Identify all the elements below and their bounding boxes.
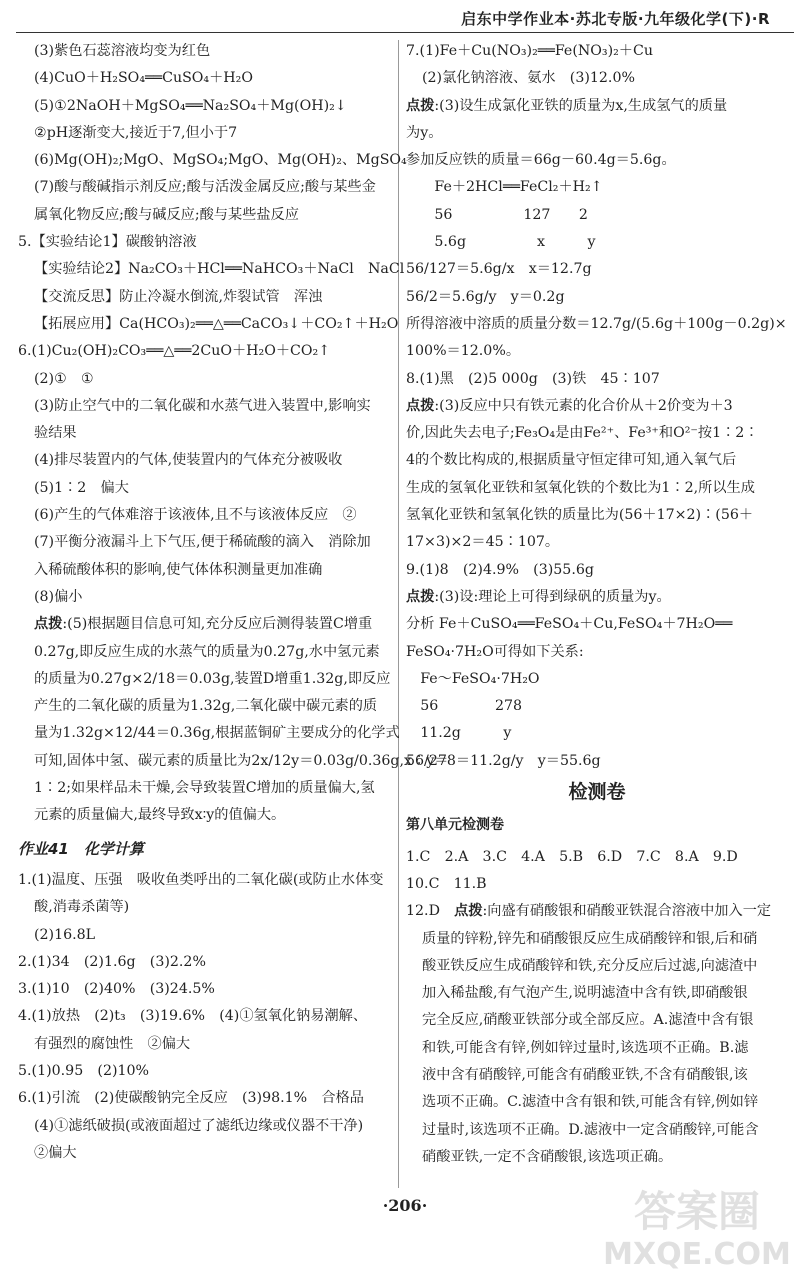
- text-line: 56/2＝5.6g/y y＝0.2g: [406, 288, 565, 305]
- text-line: 12.D 点拨:向盛有硝酸银和硝酸亚铁混合溶液中加入一定: [406, 903, 772, 920]
- text-line: 100%＝12.0%。: [406, 343, 521, 360]
- text-line: 验结果: [34, 425, 77, 442]
- text-line: 9.(1)8 (2)4.9% (3)55.6g: [406, 561, 594, 578]
- right-column: [406, 38, 788, 1171]
- text-line: (4)CuO＋H₂SO₄══CuSO₄＋H₂O: [34, 70, 253, 87]
- page-header: [0, 0, 810, 40]
- text-line: 选项不正确。C.滤渣中含有银和铁,可能含有锌,例如锌: [422, 1094, 759, 1111]
- text-line: (2)16.8L: [34, 926, 96, 943]
- hint-keyword: 点拨: [406, 588, 435, 605]
- text-line: 11.2g y: [406, 725, 512, 742]
- text-line: 所得溶液中溶质的质量分数＝12.7g/(5.6g＋100g－0.2g)×: [406, 315, 787, 332]
- text-line: 1.(1)温度、压强 吸收鱼类呼出的二氧化碳(或防止水体变: [18, 871, 384, 888]
- text-line: 量为1.32g×12/44＝0.36g,根据蓝铜矿主要成分的化学式: [34, 725, 400, 742]
- text-line: 元素的质量偏大,最终导致x∶y的值偏大。: [34, 807, 286, 824]
- text-line: (8)偏小: [34, 588, 83, 605]
- text-line: 56/278＝11.2g/y y＝55.6g: [406, 752, 601, 769]
- text-line: 价,因此失去电子;Fe₃O₄是由Fe²⁺、Fe³⁺和O²⁻按1∶2∶: [406, 425, 759, 442]
- text-line: 点拨:(5)根据题目信息可知,充分反应后测得装置C增重: [34, 616, 373, 633]
- text-line: 的质量为0.27g×2/18＝0.03g,装置D增重1.32g,即反应: [34, 670, 391, 687]
- text-line: 6.(1)引流 (2)使碳酸钠完全反应 (3)98.1% 合格品: [18, 1090, 364, 1107]
- text-line: (6)产生的气体难溶于该液体,且不与该液体反应 ②: [34, 507, 357, 524]
- text-line: 1∶2;如果样品未干燥,会导致装置C增加的质量偏大,氢: [34, 780, 375, 797]
- text-line: (5)1∶2 偏大: [34, 479, 129, 496]
- text-line: 10.C 11.B: [406, 875, 487, 892]
- text-line: (5)①2NaOH＋MgSO₄══Na₂SO₄＋Mg(OH)₂↓: [34, 97, 347, 114]
- text-line: ②偏大: [34, 1144, 77, 1161]
- header-rule: [16, 32, 794, 33]
- text-line: (4)①滤纸破损(或液面超过了滤纸边缘或仪器不干净): [34, 1117, 364, 1134]
- text-line: 酸,消毒杀菌等): [34, 899, 130, 916]
- text-line: (6)Mg(OH)₂;MgO、MgSO₄;MgO、Mg(OH)₂、MgSO₄: [34, 152, 407, 169]
- text-line: 入稀硫酸体积的影响,使气体体积测量更加准确: [34, 561, 323, 578]
- text-line: 4.(1)放热 (2)t₃ (3)19.6% (4)①氢氧化钠易潮解、: [18, 1008, 368, 1025]
- text-line: 产生的二氧化碳的质量为1.32g,二氧化碳中碳元素的质: [34, 698, 378, 715]
- hint-keyword: 点拨: [34, 616, 63, 633]
- text-line: 56/127＝5.6g/x x＝12.7g: [406, 261, 592, 278]
- text-line: 【实验结论2】Na₂CO₃＋HCl══NaHCO₃＋NaCl NaCl: [34, 261, 405, 278]
- watermark-logo: [602, 1180, 792, 1272]
- text-line: 点拨:(3)设生成氯化亚铁的质量为x,生成氢气的质量: [406, 97, 728, 114]
- hint-keyword: 点拨: [406, 97, 435, 114]
- text-line: 质量的锌粉,锌先和硝酸银反应生成硝酸锌和银,后和硝: [422, 930, 758, 947]
- text-line: 0.27g,即反应生成的水蒸气的质量为0.27g,水中氢元素: [34, 643, 380, 660]
- text-line: 56 127 2: [406, 206, 588, 223]
- text-line: 有强烈的腐蚀性 ②偏大: [34, 1035, 191, 1052]
- text-line: 硝酸亚铁,一定不含硝酸银,该选项正确。: [422, 1148, 673, 1165]
- watermark-text-top: 答案圈: [633, 1187, 761, 1236]
- text-line: (4)排尽装置内的气体,使装置内的气体充分被吸收: [34, 452, 343, 469]
- text-line: 4的个数比构成的,根据质量守恒定律可知,通入氧气后: [406, 452, 737, 469]
- text-line: (2)氯化钠溶液、氨水 (3)12.0%: [422, 70, 635, 87]
- text-line: (3)紫色石蕊溶液均变为红色: [34, 43, 211, 59]
- hint-keyword: 点拨: [454, 903, 483, 920]
- text-line: 17×3)×2＝45∶107。: [406, 534, 560, 551]
- text-line: 3.(1)10 (2)40% (3)24.5%: [18, 981, 215, 998]
- text-line: (7)平衡分液漏斗上下气压,便于稀硫酸的滴入 消除加: [34, 534, 371, 551]
- text-line: 分析 Fe＋CuSO₄══FeSO₄＋Cu,FeSO₄＋7H₂O══: [406, 616, 733, 633]
- text-line: 8.(1)黑 (2)5 000g (3)铁 45∶107: [406, 370, 660, 387]
- text-line: 生成的氢氧化亚铁和氢氧化铁的个数比为1∶2,所以生成: [406, 479, 755, 496]
- page-number: ·206·: [382, 1196, 428, 1215]
- text-line: 5.6g x y: [406, 234, 596, 251]
- text-line: 5.(1)0.95 (2)10%: [18, 1062, 150, 1079]
- text-line: 56 278: [406, 698, 523, 715]
- text-line: 5.【实验结论1】碳酸钠溶液: [18, 234, 197, 251]
- text-line: 【交流反思】防止冷凝水倒流,炸裂试管 浑浊: [34, 288, 323, 305]
- text-line: 可知,固体中氢、碳元素的质量比为2x/12y＝0.03g/0.36g,x∶y＝: [34, 752, 449, 769]
- text-line: (3)防止空气中的二氧化碳和水蒸气进入装置中,影响实: [34, 397, 371, 414]
- text-line: 氢氧化亚铁和氢氧化铁的质量比为(56＋17×2)∶(56＋: [406, 507, 754, 524]
- text-line: 加入稀盐酸,有气泡产生,说明滤渣中含有铁,即硝酸银: [422, 985, 748, 1002]
- watermark-text-bottom: MXQE.COM: [603, 1237, 791, 1272]
- text-line: 【拓展应用】Ca(HCO₃)₂══△══CaCO₃↓＋CO₂↑＋H₂O: [34, 315, 399, 332]
- text-line: Fe～FeSO₄·7H₂O: [406, 670, 540, 687]
- text-line: 7.(1)Fe＋Cu(NO₃)₂══Fe(NO₃)₂＋Cu: [406, 43, 653, 59]
- text-line: 完全反应,硝酸亚铁部分或全部反应。A.滤渣中含有银: [422, 1012, 754, 1029]
- text-line: 液中含有硝酸锌,可能含有硝酸亚铁,不含有硝酸银,该: [422, 1066, 748, 1083]
- text-line: (2)① ①: [34, 370, 94, 387]
- text-line: 过量时,该选项不正确。D.滤液中一定含硝酸锌,可能含: [422, 1121, 759, 1138]
- hint-keyword: 点拨: [406, 397, 435, 414]
- text-line: 2.(1)34 (2)1.6g (3)2.2%: [18, 953, 206, 970]
- text-line: 参加反应铁的质量＝66g－60.4g＝5.6g。: [406, 152, 676, 169]
- text-line: Fe＋2HCl══FeCl₂＋H₂↑: [406, 179, 603, 196]
- column-divider: [398, 40, 399, 1188]
- text-line: 属氧化物反应;酸与碱反应;酸与某些盐反应: [34, 206, 299, 223]
- text-line: ②pH逐渐变大,接近于7,但小于7: [34, 124, 238, 141]
- text-line: 点拨:(3)反应中只有铁元素的化合价从＋2价变为＋3: [406, 397, 733, 414]
- text-line: 1.C 2.A 3.C 4.A 5.B 6.D 7.C 8.A 9.D: [406, 848, 738, 865]
- header-title: 启东中学作业本·苏北专版·九年级化学(下)·R: [461, 10, 770, 28]
- unit-test-title: 第八单元检测卷: [406, 817, 504, 834]
- text-line: (7)酸与酸碱指示剂反应;酸与活泼金属反应;酸与某些金: [34, 179, 376, 196]
- section-title: 作业41 化学计算: [18, 839, 144, 858]
- text-line: 6.(1)Cu₂(OH)₂CO₃══△══2CuO＋H₂O＋CO₂↑: [18, 343, 331, 360]
- test-section-title: 检测卷: [568, 781, 626, 804]
- text-line: 和铁,可能含有锌,例如锌过量时,该选项不正确。B.滤: [422, 1039, 749, 1056]
- text-line: 为y。: [406, 124, 443, 141]
- text-line: FeSO₄·7H₂O可得如下关系:: [406, 643, 584, 660]
- text-line: 点拨:(3)设:理论上可得到绿矾的质量为y。: [406, 588, 671, 605]
- text-line: 酸亚铁反应生成硝酸锌和铁,充分反应后过滤,向滤渣中: [422, 957, 758, 974]
